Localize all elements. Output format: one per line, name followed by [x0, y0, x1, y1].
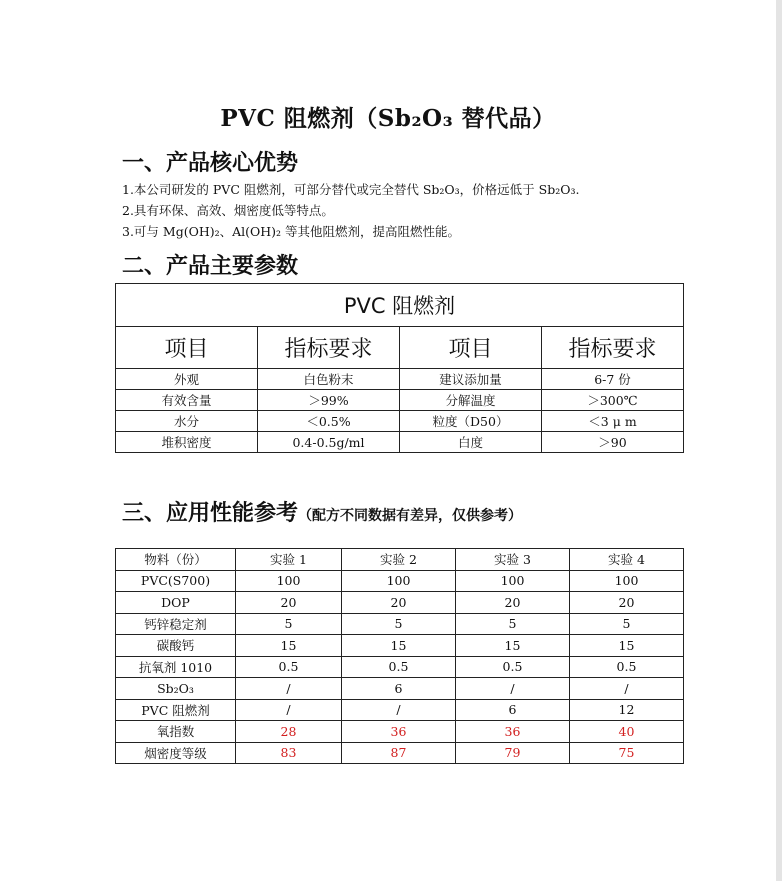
- perf-cell: 氧指数: [116, 721, 236, 743]
- perf-cell: 20: [570, 592, 684, 614]
- performance-heading-note: （配方不同数据有差异，仅供参考）: [298, 508, 523, 524]
- perf-cell: 5: [456, 613, 570, 635]
- perf-cell: 0.5: [236, 656, 342, 678]
- perf-cell: 28: [236, 721, 342, 743]
- perf-header: 实验 3: [456, 549, 570, 571]
- perf-cell: 12: [570, 699, 684, 721]
- perf-cell: 5: [236, 613, 342, 635]
- param-cell: 外观: [116, 369, 258, 390]
- param-cell: 分解温度: [400, 390, 542, 411]
- perf-cell: 6: [456, 699, 570, 721]
- perf-cell: 20: [342, 592, 456, 614]
- parameters-table: [115, 283, 684, 453]
- table-row: [116, 592, 684, 614]
- param-cell: 堆积密度: [116, 432, 258, 453]
- param-header: 项目: [400, 327, 542, 369]
- perf-cell: 79: [456, 742, 570, 764]
- param-cell: 6-7 份: [542, 369, 684, 390]
- perf-cell: 87: [342, 742, 456, 764]
- param-cell: ＞99%: [258, 390, 400, 411]
- perf-cell: 5: [570, 613, 684, 635]
- table-row: [116, 742, 684, 764]
- param-header: 指标要求: [258, 327, 400, 369]
- perf-cell: DOP: [116, 592, 236, 614]
- perf-cell: 100: [236, 570, 342, 592]
- document-title: PVC 阻燃剂（Sb₂O₃ 替代品）: [220, 105, 556, 132]
- perf-cell: 100: [456, 570, 570, 592]
- perf-cell: 5: [342, 613, 456, 635]
- perf-cell: 36: [342, 721, 456, 743]
- perf-cell: 100: [570, 570, 684, 592]
- perf-cell: 20: [236, 592, 342, 614]
- perf-cell: /: [456, 678, 570, 700]
- advantages-list: [122, 179, 579, 242]
- perf-header: 实验 4: [570, 549, 684, 571]
- table-row: [116, 411, 684, 432]
- param-cell: ＜3 μ m: [542, 411, 684, 432]
- table-row: [116, 678, 684, 700]
- perf-cell: 20: [456, 592, 570, 614]
- perf-cell: 6: [342, 678, 456, 700]
- page-gutter: [776, 0, 782, 881]
- perf-cell: /: [342, 699, 456, 721]
- table-row: [116, 432, 684, 453]
- perf-cell: 钙锌稳定剂: [116, 613, 236, 635]
- perf-header: 实验 2: [342, 549, 456, 571]
- perf-cell: 烟密度等级: [116, 742, 236, 764]
- param-header: 项目: [116, 327, 258, 369]
- section-heading-performance: [122, 496, 522, 527]
- perf-cell: 75: [570, 742, 684, 764]
- advantage-line-1: 1.本公司研发的 PVC 阻燃剂，可部分替代或完全替代 Sb₂O₃，价格远低于 Sb₂O₃.: [122, 182, 580, 197]
- perf-cell: 碳酸钙: [116, 635, 236, 657]
- table-row: [116, 656, 684, 678]
- performance-heading-text: 三、应用性能参考: [122, 501, 299, 526]
- section-heading-parameters: 二、产品主要参数: [122, 254, 299, 279]
- perf-cell: 100: [342, 570, 456, 592]
- param-cell: 粒度（D50）: [400, 411, 542, 432]
- perf-cell: 0.5: [342, 656, 456, 678]
- perf-cell: 15: [236, 635, 342, 657]
- table-row: [116, 390, 684, 411]
- table-row: [116, 369, 684, 390]
- perf-cell: 15: [342, 635, 456, 657]
- perf-header: 物料（份）: [116, 549, 236, 571]
- parameters-table-caption: PVC 阻燃剂: [116, 284, 684, 327]
- perf-cell: 36: [456, 721, 570, 743]
- perf-cell: 15: [570, 635, 684, 657]
- table-row: [116, 721, 684, 743]
- perf-cell: /: [236, 678, 342, 700]
- perf-cell: 15: [456, 635, 570, 657]
- table-header-row: [116, 549, 684, 571]
- advantage-line-3: 3.可与 Mg(OH)₂、Al(OH)₂ 等其他阻燃剂，提高阻燃性能。: [122, 224, 461, 239]
- perf-cell: /: [570, 678, 684, 700]
- perf-cell: Sb₂O₃: [116, 678, 236, 700]
- param-cell: 白色粉末: [258, 369, 400, 390]
- perf-cell: PVC(S700): [116, 570, 236, 592]
- param-cell: ＜0.5%: [258, 411, 400, 432]
- param-cell: 白度: [400, 432, 542, 453]
- table-row: [116, 699, 684, 721]
- param-cell: ＞90: [542, 432, 684, 453]
- perf-cell: 83: [236, 742, 342, 764]
- section-heading-advantages: 一、产品核心优势: [122, 151, 299, 176]
- perf-cell: /: [236, 699, 342, 721]
- table-row: [116, 635, 684, 657]
- advantage-line-2: 2.具有环保、高效、烟密度低等特点。: [122, 203, 334, 218]
- param-cell: ＞300℃: [542, 390, 684, 411]
- table-row: [116, 613, 684, 635]
- perf-cell: 40: [570, 721, 684, 743]
- param-cell: 0.4-0.5g/ml: [258, 432, 400, 453]
- perf-cell: PVC 阻燃剂: [116, 699, 236, 721]
- perf-cell: 抗氧剂 1010: [116, 656, 236, 678]
- perf-cell: 0.5: [456, 656, 570, 678]
- performance-table: [115, 548, 684, 764]
- param-header: 指标要求: [542, 327, 684, 369]
- param-cell: 水分: [116, 411, 258, 432]
- table-row: [116, 570, 684, 592]
- param-cell: 有效含量: [116, 390, 258, 411]
- param-cell: 建议添加量: [400, 369, 542, 390]
- perf-header: 实验 1: [236, 549, 342, 571]
- perf-cell: 0.5: [570, 656, 684, 678]
